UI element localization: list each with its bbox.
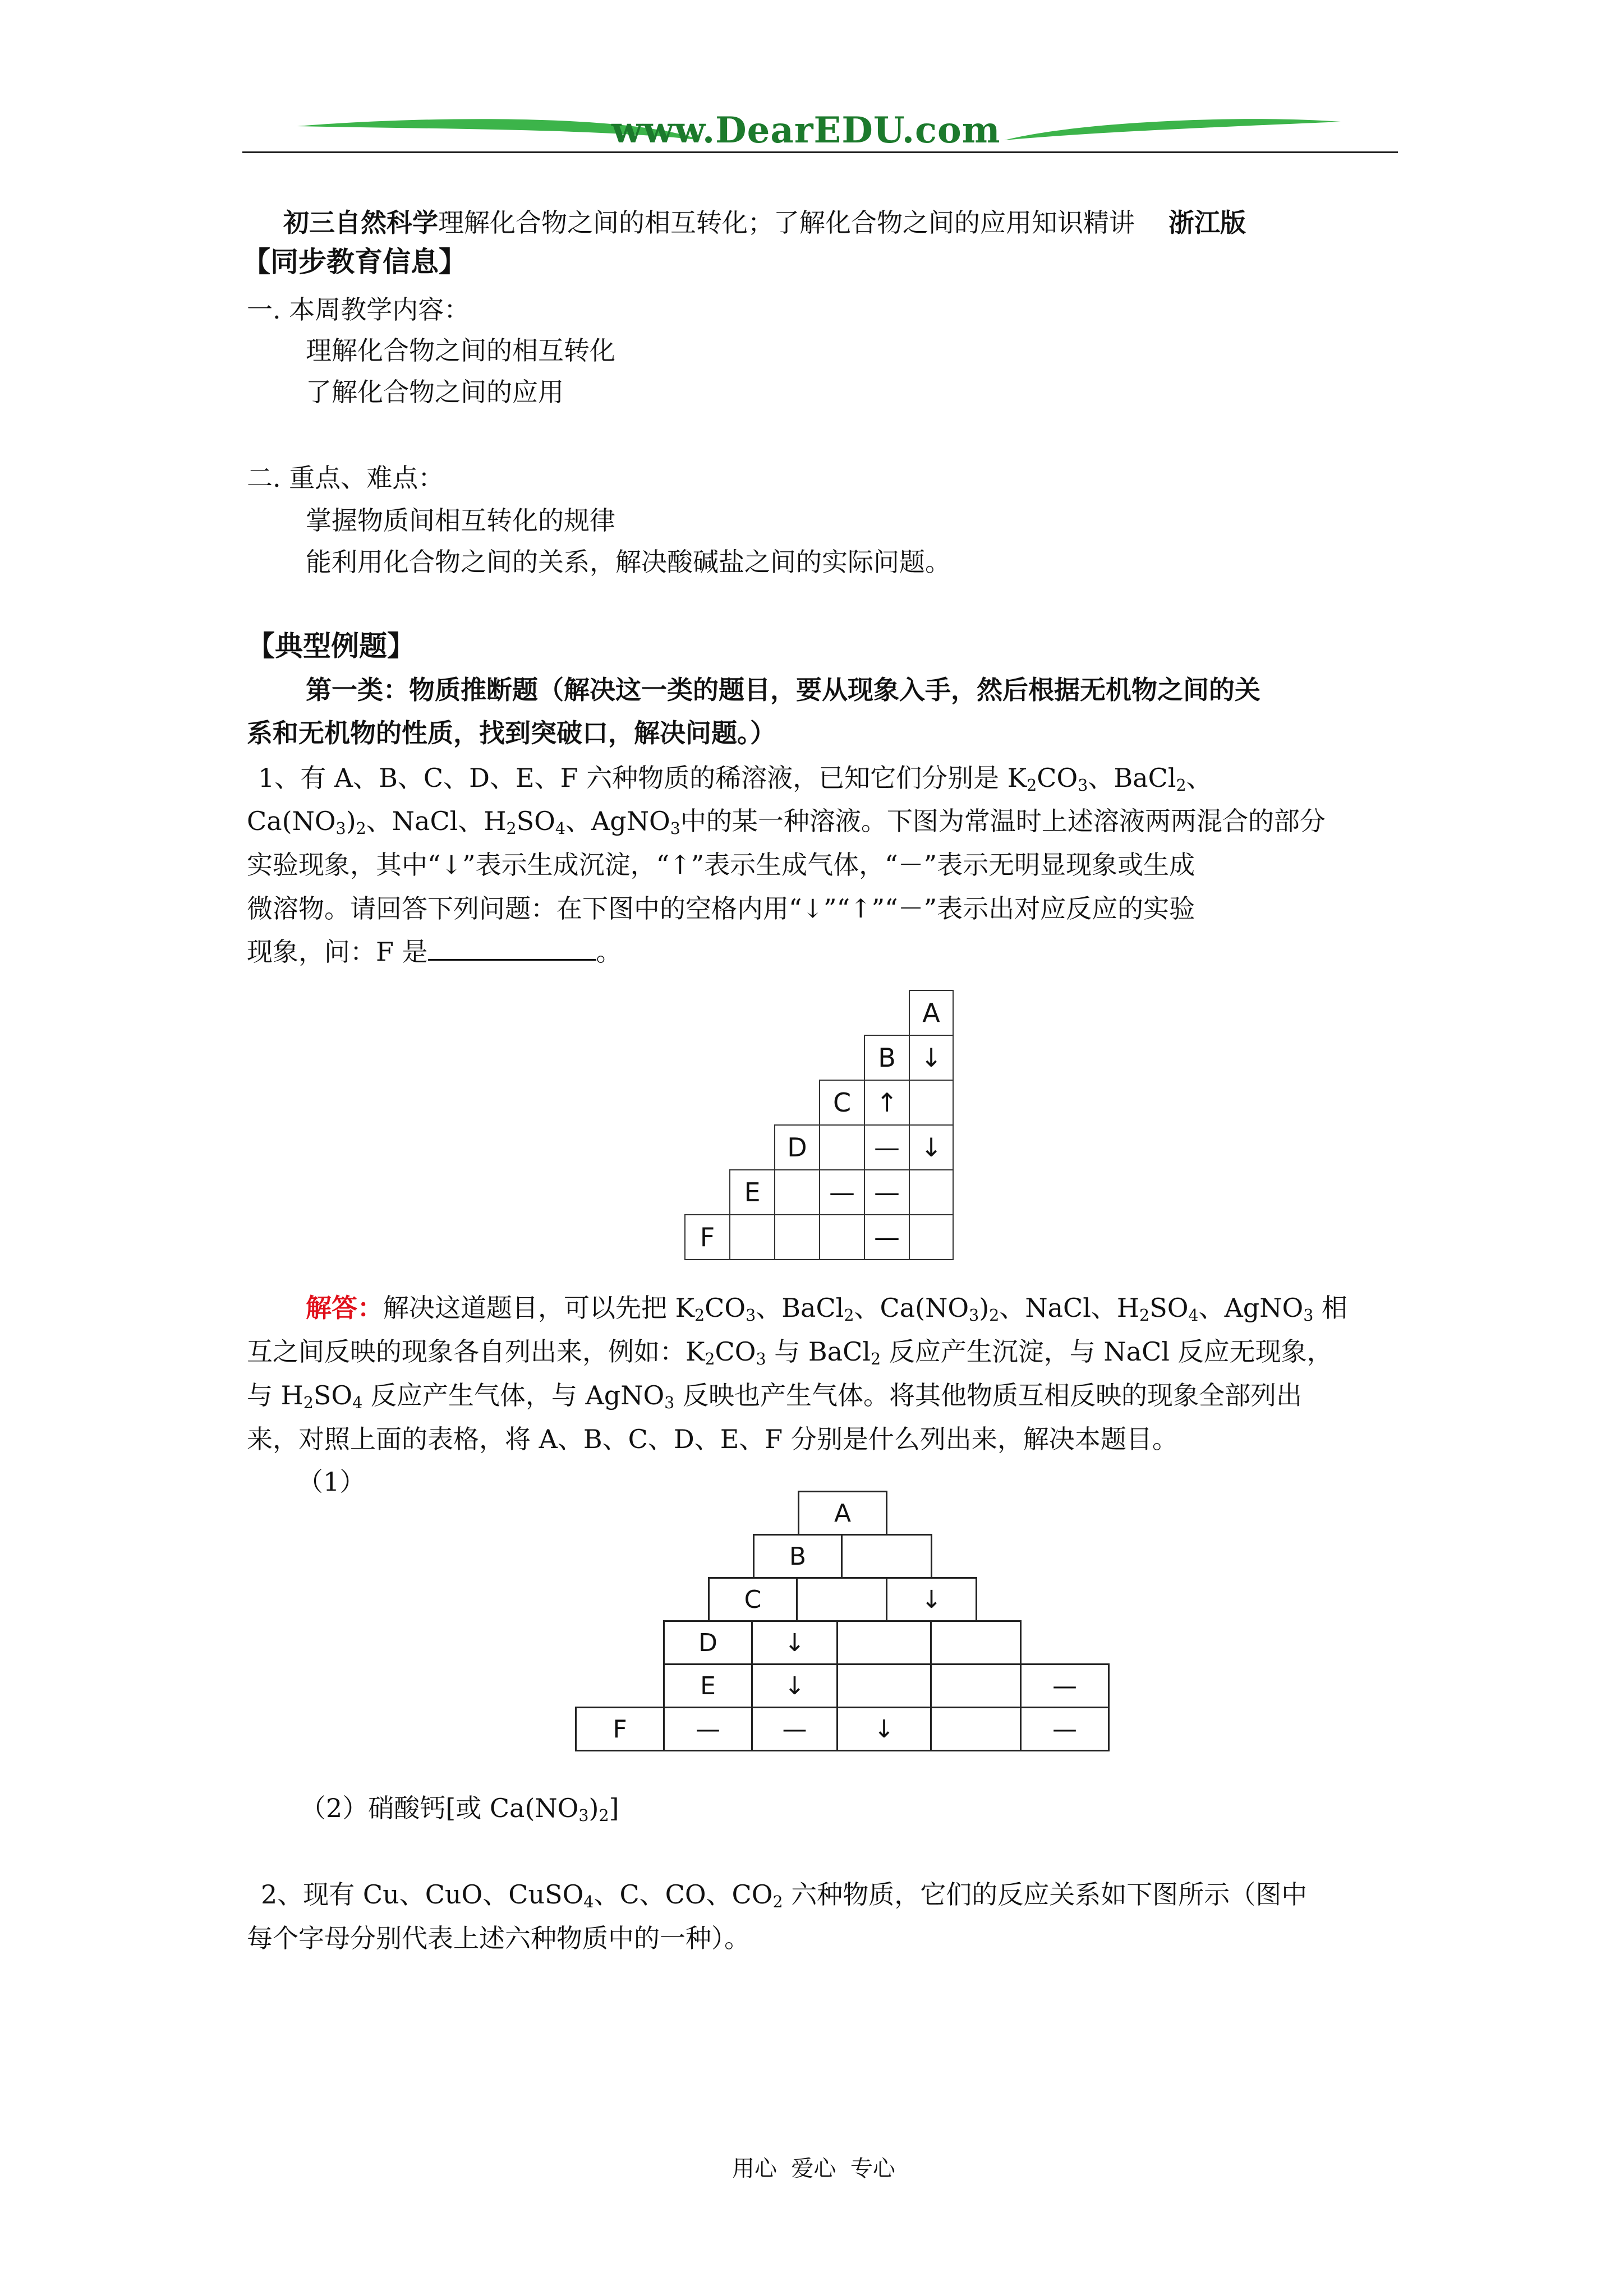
- grid2-label-e: E: [663, 1663, 753, 1708]
- answer-line1: 解答：解决这道题目，可以先把 $K_2CO_3$、BaCl$_2$、$Ca(NO_3)_2$、NaCl、$H_2SO_4$、AgNO$_3$ 相: [306, 1293, 1347, 1325]
- grid1-label-f: F: [684, 1214, 730, 1260]
- answer-line4: 来，对照上面的表格，将 A、B、C、D、E、F 分别是什么列出来，解决本题目。: [247, 1424, 1178, 1454]
- grid1-cell-e-b: —: [864, 1169, 910, 1215]
- grid1-cell-d-a: ↓: [909, 1124, 954, 1170]
- page-title: [283, 205, 1246, 241]
- grid1-cell-d-b: —: [864, 1124, 910, 1170]
- section2-item: 能利用化合物之间的关系，解决酸碱盐之间的实际问题。: [306, 547, 951, 577]
- part2-answer: （2）硝酸钙[或 $Ca(NO_3)_2$]: [300, 1793, 619, 1825]
- section1-heading: 一. 本周教学内容：: [247, 294, 470, 325]
- grid1-label-a: A: [909, 990, 954, 1036]
- logo-text: www.DearEDU.com: [611, 109, 1001, 151]
- q1-line5: 现象，问：F 是 。: [247, 937, 622, 967]
- title-edition: 浙江版: [1168, 208, 1246, 238]
- q1-line2: $Ca(NO_3)_2$、NaCl、$H_2SO_4$、AgNO$_3$中的某一种溶液。下图为常温时上述溶液两两混合的部分: [247, 806, 1326, 838]
- grid1-cell-f-a: [909, 1214, 954, 1260]
- grid2-label-b: B: [753, 1534, 843, 1579]
- page-footer: 用心 爱心 专心: [732, 2156, 895, 2182]
- grid2-cell-d-3: [930, 1620, 1022, 1665]
- grid2-label-a: A: [798, 1491, 887, 1536]
- grid1-cell-f-c: [819, 1214, 865, 1260]
- q2-line2: 每个字母分别代表上述六种物质中的一种）。: [247, 1923, 750, 1953]
- grid2-cell-e-1: ↓: [751, 1663, 838, 1708]
- grid1-cell-c-b: ↑: [864, 1080, 910, 1126]
- grid2-cell-e-2: [836, 1663, 932, 1708]
- title-prefix: 初三自然科学: [283, 208, 438, 238]
- grid1-label-b: B: [864, 1035, 910, 1081]
- grid2-cell-e-4: —: [1020, 1663, 1110, 1708]
- q1-line4: 微溶物。请回答下列问题：在下图中的空格内用“↓”“↑”“－”表示出对应反应的实验: [247, 893, 1195, 924]
- grid1-cell-f-b: —: [864, 1214, 910, 1260]
- grid2-label-f: F: [575, 1707, 665, 1751]
- title-main: 理解化合物之间的相互转化；了解化合物之间的应用知识精讲: [438, 208, 1135, 238]
- section1-item: 理解化合物之间的相互转化: [306, 335, 615, 366]
- grid2-cell-f-3: ↓: [836, 1707, 932, 1751]
- answer-line3: 与 $H_2SO_4$ 反应产生气体，与 AgNO$_3$ 反映也产生气体。将其他物质互相反映的现象全部列出: [247, 1380, 1302, 1413]
- grid1-cell-e-d: [774, 1169, 820, 1215]
- grid2-cell-d-1: ↓: [751, 1620, 838, 1665]
- grid2-cell-f-5: —: [1020, 1707, 1110, 1751]
- q2-line1: 2、现有 Cu、CuO、CuSO$_4$、C、CO、$CO_2$ 六种物质，它们的反应关系如下图所示（图中: [261, 1879, 1308, 1912]
- answer-line2: 互之间反映的现象各自列出来，例如：$K_2CO_3$ 与 BaCl$_2$ 反应产生沉淀，与 NaCl 反应无现象，: [247, 1336, 1333, 1369]
- category1-line1: 第一类：物质推断题（解决这一类的题目，要从现象入手，然后根据无机物之间的关: [306, 675, 1260, 705]
- grid2-cell-d-2: [836, 1620, 932, 1665]
- grid2-cell-f-1: —: [663, 1707, 753, 1751]
- grid1-cell-e-a: [909, 1169, 954, 1215]
- grid1-label-e: E: [729, 1169, 775, 1215]
- section2-item: 掌握物质间相互转化的规律: [306, 505, 615, 536]
- grid2-cell-b-a: [841, 1534, 932, 1579]
- grid1-label-c: C: [819, 1080, 865, 1126]
- grid2-cell-f-4: [930, 1707, 1022, 1751]
- category1-line2: 系和无机物的性质，找到突破口，解决问题。）: [247, 718, 776, 748]
- grid2-cell-c-a: ↓: [886, 1577, 977, 1622]
- header-rule: [242, 151, 1398, 153]
- grid1-cell-e-c: —: [819, 1169, 865, 1215]
- answer-blank: [428, 937, 596, 961]
- section-sync-info: 【同步教育信息】: [242, 245, 467, 278]
- grid1-cell-c-a: [909, 1080, 954, 1126]
- grid2-label-c: C: [708, 1577, 798, 1622]
- grid1-cell-f-d: [774, 1214, 820, 1260]
- grid2-cell-c-b: [796, 1577, 887, 1622]
- grid1-cell-b-a: ↓: [909, 1035, 954, 1081]
- grid2-label-d: D: [663, 1620, 753, 1665]
- section-examples: 【典型例题】: [247, 629, 415, 662]
- grid1-cell-f-e: [729, 1214, 775, 1260]
- q1-line1: 1、有 A、B、C、D、E、F 六种物质的稀溶液，已知它们分别是 $K_2CO_3$、BaCl$_2$、: [258, 763, 1212, 795]
- grid1-label-d: D: [774, 1124, 820, 1170]
- q1-line3: 实验现象，其中“↓”表示生成沉淀，“↑”表示生成气体，“－”表示无明显现象或生成: [247, 850, 1195, 880]
- part1-label: （1）: [297, 1467, 366, 1497]
- answer-label: 解答：: [306, 1293, 383, 1323]
- grid1-cell-d-c: [819, 1124, 865, 1170]
- section2-heading: 二. 重点、难点：: [247, 463, 444, 493]
- section1-item: 了解化合物之间的应用: [306, 377, 564, 407]
- grid2-cell-e-3: [930, 1663, 1022, 1708]
- grid2-cell-f-2: —: [751, 1707, 838, 1751]
